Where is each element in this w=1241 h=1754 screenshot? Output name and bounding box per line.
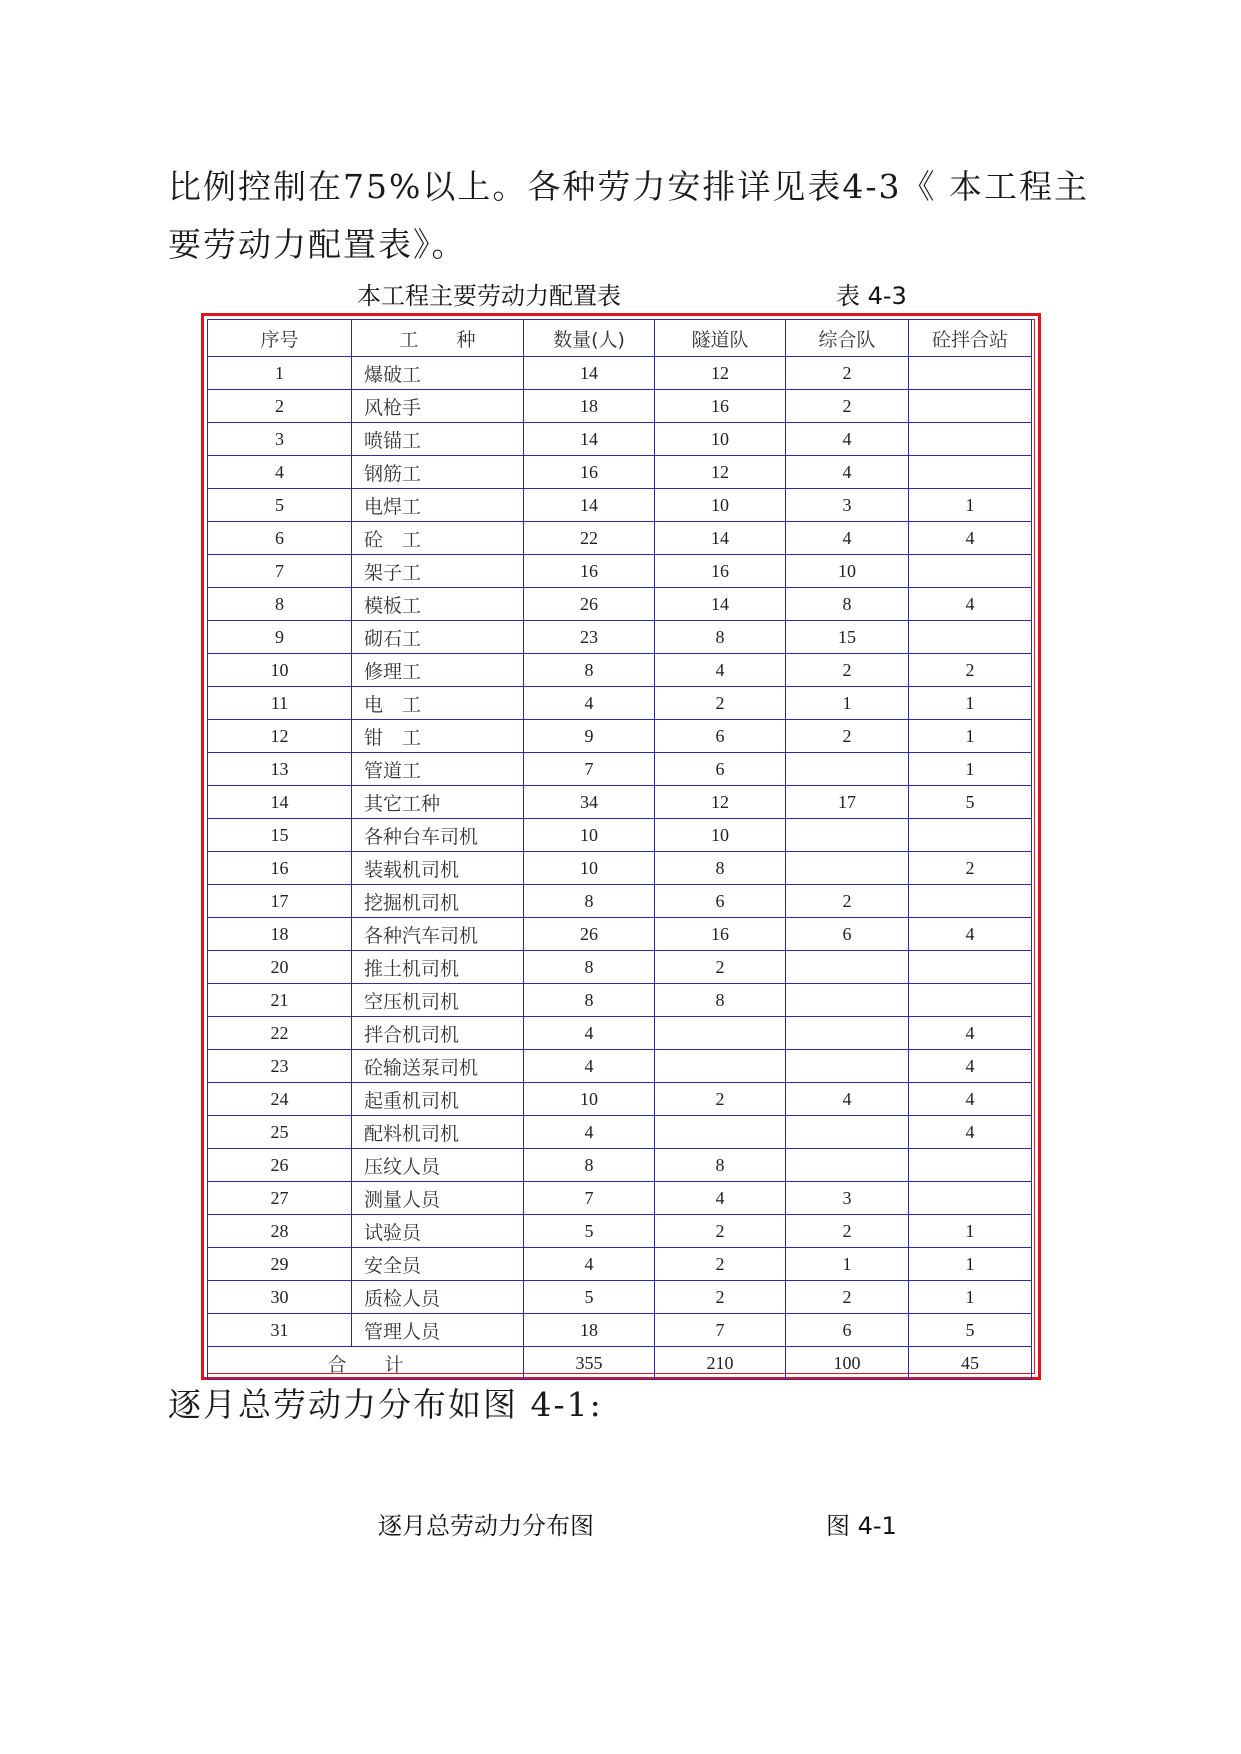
cell-general-team [786, 1149, 909, 1182]
cell-trade: 压纹人员 [352, 1149, 524, 1182]
cell-index: 25 [208, 1116, 352, 1149]
cell-general-team [786, 753, 909, 786]
header-general-team: 综合队 [786, 320, 909, 357]
cell-index: 28 [208, 1215, 352, 1248]
table-row [208, 1215, 1032, 1248]
cell-quantity: 16 [524, 456, 655, 489]
cell-general-team: 1 [786, 687, 909, 720]
labor-allocation-table [207, 319, 1032, 1380]
table-row [208, 1083, 1032, 1116]
cell-quantity: 10 [524, 819, 655, 852]
table-row [208, 423, 1032, 456]
cell-tunnel-team: 10 [655, 819, 786, 852]
cell-general-team [786, 1017, 909, 1050]
cell-trade: 装载机司机 [352, 852, 524, 885]
cell-quantity: 26 [524, 918, 655, 951]
cell-tunnel-team [655, 1017, 786, 1050]
cell-tunnel-team: 16 [655, 555, 786, 588]
cell-index: 18 [208, 918, 352, 951]
cell-concrete-station [909, 984, 1032, 1017]
cell-general-team: 8 [786, 588, 909, 621]
cell-general-team [786, 819, 909, 852]
total-tunnel-team: 210 [655, 1347, 786, 1380]
table-total-row [208, 1347, 1032, 1380]
cell-tunnel-team: 7 [655, 1314, 786, 1347]
cell-concrete-station: 1 [909, 720, 1032, 753]
cell-concrete-station [909, 951, 1032, 984]
cell-quantity: 8 [524, 654, 655, 687]
total-quantity: 355 [524, 1347, 655, 1380]
cell-quantity: 8 [524, 951, 655, 984]
table-row [208, 357, 1032, 390]
cell-index: 30 [208, 1281, 352, 1314]
table-row [208, 555, 1032, 588]
cell-trade: 砼输送泵司机 [352, 1050, 524, 1083]
cell-trade: 其它工种 [352, 786, 524, 819]
cell-trade: 砼 工 [352, 522, 524, 555]
cell-trade: 喷锚工 [352, 423, 524, 456]
table-frame [201, 313, 1041, 1380]
table-row [208, 1281, 1032, 1314]
cell-tunnel-team: 12 [655, 456, 786, 489]
cell-trade: 配料机司机 [352, 1116, 524, 1149]
header-concrete-station: 砼拌合站 [909, 320, 1032, 357]
cell-trade: 架子工 [352, 555, 524, 588]
intro-paragraph: 比例控制在75%以上。各种劳力安排详见表4-3《 本工程主要劳动力配置表》。 [168, 167, 1089, 264]
cell-trade: 电 工 [352, 687, 524, 720]
cell-trade: 风枪手 [352, 390, 524, 423]
table-row [208, 1116, 1032, 1149]
table-row [208, 588, 1032, 621]
cell-quantity: 14 [524, 357, 655, 390]
cell-general-team: 4 [786, 1083, 909, 1116]
cell-trade: 试验员 [352, 1215, 524, 1248]
table-row [208, 1314, 1032, 1347]
header-tunnel-team: 隧道队 [655, 320, 786, 357]
cell-index: 6 [208, 522, 352, 555]
table-row [208, 1050, 1032, 1083]
cell-index: 31 [208, 1314, 352, 1347]
cell-tunnel-team: 2 [655, 1215, 786, 1248]
cell-trade: 挖掘机司机 [352, 885, 524, 918]
table-row [208, 918, 1032, 951]
table-row [208, 984, 1032, 1017]
cell-quantity: 10 [524, 852, 655, 885]
cell-general-team: 17 [786, 786, 909, 819]
cell-quantity: 18 [524, 390, 655, 423]
cell-index: 4 [208, 456, 352, 489]
cell-index: 23 [208, 1050, 352, 1083]
table-row [208, 819, 1032, 852]
total-general-team: 100 [786, 1347, 909, 1380]
cell-quantity: 8 [524, 984, 655, 1017]
table-row [208, 1182, 1032, 1215]
cell-tunnel-team [655, 1050, 786, 1083]
cell-tunnel-team: 14 [655, 588, 786, 621]
cell-index: 27 [208, 1182, 352, 1215]
cell-index: 12 [208, 720, 352, 753]
cell-index: 8 [208, 588, 352, 621]
cell-general-team [786, 951, 909, 984]
cell-general-team: 2 [786, 390, 909, 423]
figure-title: 逐月总劳动力分布图 [378, 1512, 594, 1540]
cell-concrete-station: 4 [909, 1083, 1032, 1116]
cell-quantity: 4 [524, 1050, 655, 1083]
cell-tunnel-team: 2 [655, 687, 786, 720]
cell-index: 21 [208, 984, 352, 1017]
cell-tunnel-team: 2 [655, 1248, 786, 1281]
cell-quantity: 8 [524, 885, 655, 918]
cell-general-team [786, 1050, 909, 1083]
table-row [208, 1248, 1032, 1281]
table-row [208, 654, 1032, 687]
cell-trade: 管道工 [352, 753, 524, 786]
cell-trade: 模板工 [352, 588, 524, 621]
cell-tunnel-team: 12 [655, 357, 786, 390]
cell-tunnel-team: 8 [655, 621, 786, 654]
table-header-row [208, 320, 1032, 357]
cell-tunnel-team: 16 [655, 918, 786, 951]
cell-concrete-station: 1 [909, 1248, 1032, 1281]
table-row [208, 621, 1032, 654]
total-label: 合 计 [208, 1347, 524, 1380]
cell-trade: 电焊工 [352, 489, 524, 522]
cell-trade: 测量人员 [352, 1182, 524, 1215]
cell-concrete-station: 1 [909, 1215, 1032, 1248]
cell-tunnel-team: 2 [655, 1281, 786, 1314]
cell-concrete-station [909, 885, 1032, 918]
cell-general-team: 2 [786, 1281, 909, 1314]
cell-index: 13 [208, 753, 352, 786]
cell-concrete-station [909, 423, 1032, 456]
cell-index: 1 [208, 357, 352, 390]
table-number: 表 4-3 [836, 282, 907, 310]
table-row [208, 951, 1032, 984]
distribution-paragraph: 逐月总劳动力分布如图 4-1: [168, 1385, 603, 1424]
cell-general-team: 2 [786, 654, 909, 687]
cell-trade: 拌合机司机 [352, 1017, 524, 1050]
cell-trade: 安全员 [352, 1248, 524, 1281]
cell-index: 26 [208, 1149, 352, 1182]
cell-quantity: 26 [524, 588, 655, 621]
cell-concrete-station: 4 [909, 588, 1032, 621]
table-row [208, 753, 1032, 786]
cell-index: 16 [208, 852, 352, 885]
cell-concrete-station: 4 [909, 1017, 1032, 1050]
table-row [208, 720, 1032, 753]
cell-general-team: 15 [786, 621, 909, 654]
cell-concrete-station [909, 390, 1032, 423]
cell-quantity: 4 [524, 1017, 655, 1050]
cell-concrete-station: 1 [909, 753, 1032, 786]
cell-quantity: 34 [524, 786, 655, 819]
cell-trade: 钢筋工 [352, 456, 524, 489]
table-row [208, 852, 1032, 885]
cell-concrete-station: 1 [909, 1281, 1032, 1314]
table-title: 本工程主要劳动力配置表 [357, 282, 621, 310]
cell-index: 29 [208, 1248, 352, 1281]
cell-quantity: 7 [524, 753, 655, 786]
cell-general-team: 2 [786, 357, 909, 390]
cell-tunnel-team: 6 [655, 885, 786, 918]
header-trade: 工 种 [352, 320, 524, 357]
cell-index: 3 [208, 423, 352, 456]
cell-index: 24 [208, 1083, 352, 1116]
cell-concrete-station: 2 [909, 654, 1032, 687]
cell-quantity: 4 [524, 687, 655, 720]
cell-general-team: 4 [786, 456, 909, 489]
cell-general-team: 2 [786, 885, 909, 918]
cell-general-team: 3 [786, 489, 909, 522]
total-concrete-station: 45 [909, 1347, 1032, 1380]
cell-index: 5 [208, 489, 352, 522]
cell-trade: 各种汽车司机 [352, 918, 524, 951]
cell-index: 17 [208, 885, 352, 918]
cell-tunnel-team: 16 [655, 390, 786, 423]
cell-tunnel-team: 14 [655, 522, 786, 555]
cell-index: 2 [208, 390, 352, 423]
cell-concrete-station [909, 456, 1032, 489]
cell-concrete-station: 4 [909, 1116, 1032, 1149]
cell-quantity: 14 [524, 489, 655, 522]
cell-quantity: 5 [524, 1281, 655, 1314]
cell-tunnel-team: 4 [655, 654, 786, 687]
cell-concrete-station [909, 819, 1032, 852]
cell-quantity: 18 [524, 1314, 655, 1347]
cell-index: 20 [208, 951, 352, 984]
cell-quantity: 10 [524, 1083, 655, 1116]
cell-trade: 推土机司机 [352, 951, 524, 984]
cell-tunnel-team: 6 [655, 720, 786, 753]
cell-trade: 管理人员 [352, 1314, 524, 1347]
cell-trade: 质检人员 [352, 1281, 524, 1314]
cell-tunnel-team: 10 [655, 489, 786, 522]
cell-trade: 修理工 [352, 654, 524, 687]
cell-quantity: 16 [524, 555, 655, 588]
cell-concrete-station: 4 [909, 1050, 1032, 1083]
cell-quantity: 5 [524, 1215, 655, 1248]
cell-concrete-station [909, 1182, 1032, 1215]
cell-trade: 爆破工 [352, 357, 524, 390]
cell-general-team: 1 [786, 1248, 909, 1281]
cell-quantity: 22 [524, 522, 655, 555]
cell-general-team [786, 1116, 909, 1149]
cell-tunnel-team: 6 [655, 753, 786, 786]
cell-trade: 砌石工 [352, 621, 524, 654]
cell-concrete-station: 5 [909, 1314, 1032, 1347]
cell-index: 14 [208, 786, 352, 819]
cell-quantity: 8 [524, 1149, 655, 1182]
cell-quantity: 23 [524, 621, 655, 654]
cell-general-team: 4 [786, 522, 909, 555]
cell-concrete-station: 2 [909, 852, 1032, 885]
cell-concrete-station [909, 357, 1032, 390]
cell-general-team: 2 [786, 720, 909, 753]
cell-quantity: 4 [524, 1248, 655, 1281]
cell-concrete-station [909, 1149, 1032, 1182]
header-index: 序号 [208, 320, 352, 357]
cell-tunnel-team: 2 [655, 951, 786, 984]
cell-concrete-station [909, 555, 1032, 588]
cell-general-team: 6 [786, 918, 909, 951]
cell-trade: 钳 工 [352, 720, 524, 753]
cell-tunnel-team: 10 [655, 423, 786, 456]
table-row [208, 786, 1032, 819]
cell-tunnel-team: 4 [655, 1182, 786, 1215]
table-row [208, 390, 1032, 423]
cell-general-team: 2 [786, 1215, 909, 1248]
cell-concrete-station: 1 [909, 687, 1032, 720]
table-row [208, 687, 1032, 720]
cell-general-team [786, 984, 909, 1017]
cell-index: 10 [208, 654, 352, 687]
cell-concrete-station [909, 621, 1032, 654]
cell-tunnel-team: 2 [655, 1083, 786, 1116]
cell-tunnel-team [655, 1116, 786, 1149]
cell-quantity: 7 [524, 1182, 655, 1215]
cell-trade: 空压机司机 [352, 984, 524, 1017]
cell-tunnel-team: 8 [655, 1149, 786, 1182]
cell-quantity: 9 [524, 720, 655, 753]
cell-quantity: 4 [524, 1116, 655, 1149]
table-row [208, 885, 1032, 918]
cell-general-team [786, 852, 909, 885]
cell-trade: 各种台车司机 [352, 819, 524, 852]
cell-index: 9 [208, 621, 352, 654]
cell-concrete-station: 5 [909, 786, 1032, 819]
cell-concrete-station: 1 [909, 489, 1032, 522]
table-row [208, 522, 1032, 555]
cell-general-team: 4 [786, 423, 909, 456]
cell-concrete-station: 4 [909, 522, 1032, 555]
cell-index: 22 [208, 1017, 352, 1050]
cell-index: 15 [208, 819, 352, 852]
cell-general-team: 6 [786, 1314, 909, 1347]
cell-quantity: 14 [524, 423, 655, 456]
table-row [208, 1149, 1032, 1182]
cell-index: 7 [208, 555, 352, 588]
header-quantity: 数量(人) [524, 320, 655, 357]
cell-general-team: 10 [786, 555, 909, 588]
table-row [208, 489, 1032, 522]
cell-index: 11 [208, 687, 352, 720]
figure-number: 图 4-1 [826, 1512, 897, 1540]
cell-general-team: 3 [786, 1182, 909, 1215]
cell-tunnel-team: 12 [655, 786, 786, 819]
cell-concrete-station: 4 [909, 918, 1032, 951]
cell-tunnel-team: 8 [655, 852, 786, 885]
cell-tunnel-team: 8 [655, 984, 786, 1017]
table-row [208, 456, 1032, 489]
table-row [208, 1017, 1032, 1050]
cell-trade: 起重机司机 [352, 1083, 524, 1116]
